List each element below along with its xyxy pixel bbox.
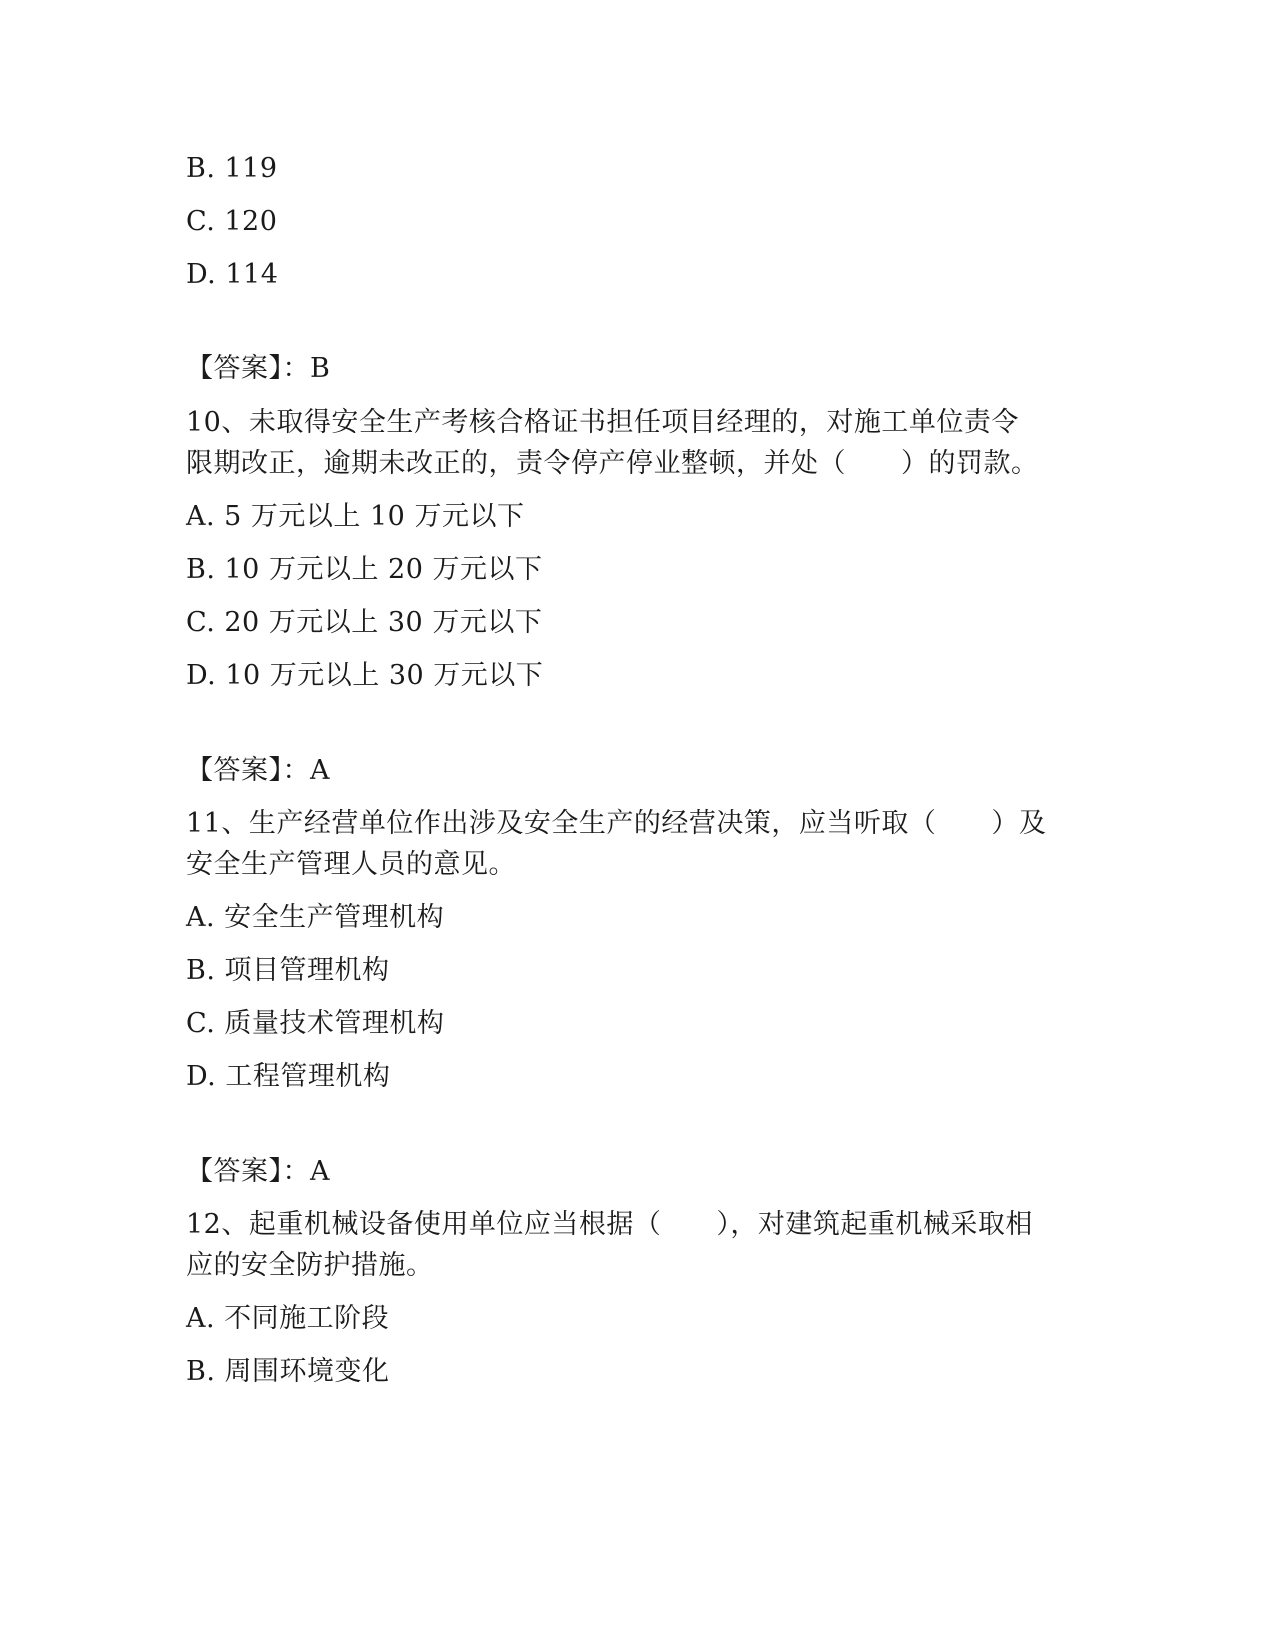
question-12-option-b: B. 周围环境变化 (186, 1356, 390, 1387)
question-11-option-c: C. 质量技术管理机构 (186, 1008, 445, 1039)
question-11-option-a: A. 安全生产管理机构 (186, 902, 445, 933)
question-10-option-a: A. 5 万元以上 10 万元以下 (186, 501, 525, 532)
question-12-option-a: A. 不同施工阶段 (186, 1303, 390, 1334)
option-b-prev: B. 119 (186, 153, 278, 184)
question-10-stem-line2: 限期改正，逾期未改正的，责令停产停业整顿，并处（ ）的罚款。 (186, 448, 1039, 479)
question-10-option-b: B. 10 万元以上 20 万元以下 (186, 554, 543, 585)
question-11-stem-line2: 安全生产管理人员的意见。 (186, 849, 516, 880)
option-d-prev: D. 114 (186, 259, 279, 290)
question-11-option-b: B. 项目管理机构 (186, 955, 390, 986)
question-10-option-d: D. 10 万元以上 30 万元以下 (186, 660, 544, 691)
question-10-answer: 【答案】：A (186, 755, 330, 786)
question-12-stem-line1: 12、起重机械设备使用单位应当根据（ ），对建筑起重机械采取相 (186, 1209, 1033, 1240)
question-11-answer: 【答案】：A (186, 1156, 330, 1187)
question-11-stem-line1: 11、生产经营单位作出涉及安全生产的经营决策，应当听取（ ）及 (186, 808, 1047, 839)
question-12-stem-line2: 应的安全防护措施。 (186, 1250, 434, 1281)
question-10-option-c: C. 20 万元以上 30 万元以下 (186, 607, 543, 638)
question-11-option-d: D. 工程管理机构 (186, 1061, 391, 1092)
answer-prev: 【答案】：B (186, 353, 331, 384)
option-c-prev: C. 120 (186, 206, 278, 237)
question-10-stem-line1: 10、未取得安全生产考核合格证书担任项目经理的，对施工单位责令 (186, 407, 1019, 438)
